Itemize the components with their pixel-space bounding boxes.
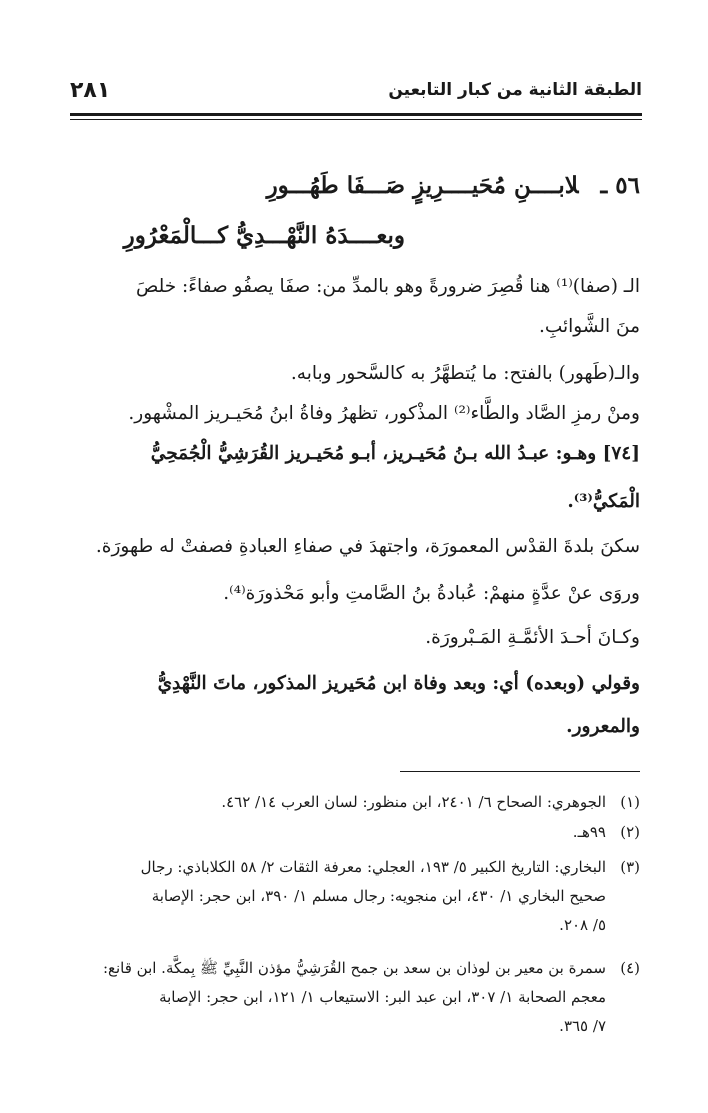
header-rule-thin	[70, 119, 642, 120]
header-rule	[70, 113, 642, 116]
footnote-4	[66, 954, 640, 1041]
verse-first-hemistich: لابــــنِ مُحَيــــرِيزٍ صَـــفَا طَهُـــورِ	[266, 172, 579, 199]
footnote-text: سمرة بن معير بن لوذان بن سعد بن جمح القُرَشِيُّ مؤذن النَّبِيِّ ﷺ بِمكَّة. ابن قانع:	[102, 959, 606, 977]
paragraph-3: ومنْ رمزِ الصَّاد والطَّاء⁽²⁾ المذْكور، تظهرُ وفاةُ ابنُ مُحَيـريز المشْهور.	[128, 403, 640, 424]
footnote-text: ٧/ ٣٦٥.	[559, 1017, 606, 1035]
page-header	[70, 78, 642, 108]
footnote-number: (٣)	[620, 858, 640, 876]
paragraph-8-line-2: والمعرور.	[566, 716, 640, 737]
footnote-text: صحيح البخاري ١/ ٤٣٠، ابن منجويه: رجال مسلم ١/ ٣٩٠، ابن حجر: الإصابة	[151, 887, 606, 905]
verse-line-1	[267, 172, 640, 199]
paragraph-6: وروَى عنْ عدَّةٍ منهمْ: عُبادةُ بنُ الصَّامتِ وأبو مَحْذورَة⁽⁴⁾.	[223, 583, 640, 604]
footnote-text: معجم الصحابة ١/ ٣٠٧، ابن عبد البر: الاستيعاب ١/ ١٢١، ابن حجر: الإصابة	[159, 988, 606, 1006]
footnote-text: ٥/ ٢٠٨.	[559, 916, 606, 934]
footnote-3	[66, 853, 640, 940]
paragraph-1-line-1: الـ (صفا)⁽¹⁾ هنا قُصِرَ ضرورةً وهو بالمدِّ من: صفَا يصفُو صفاءً: خلصَ	[135, 276, 640, 297]
page-number: ٢٨١	[70, 78, 111, 103]
footnote-1	[66, 788, 640, 817]
running-title: الطبقة الثانية من كبار التابعين	[388, 80, 642, 100]
paragraph-1-line-2: منَ الشَّوائبِ.	[538, 316, 640, 337]
footnote-2	[66, 818, 640, 847]
verse-number: ٥٦ ـ	[600, 172, 640, 199]
footnote-separator	[400, 771, 640, 772]
footnote-number: (٤)	[620, 959, 640, 977]
paragraph-7: وكـانَ أحـدَ الأئمَّـةِ المَـبْرورَة.	[425, 627, 640, 648]
footnote-number: (٢)	[620, 823, 640, 841]
footnote-text: البخاري: التاريخ الكبير ٥/ ١٩٣، العجلي: معرفة الثقات ٢/ ٥٨ الكلاباذي: رجال	[140, 858, 606, 876]
paragraph-2: والـ(طَهور) بالفتح: ما يُتطهَّرُ به كالسَّحور وبابه.	[290, 363, 640, 384]
footnote-text: ٩٩هـ.	[572, 823, 606, 841]
footnote-number: (١)	[620, 793, 640, 811]
paragraph-4-line-2: الْمَكيُّ⁽³⁾.	[567, 491, 640, 512]
verse-line-2: وبعــــدَهُ النَّهْـــدِيُّ كـــالْمَعْرُورِ	[123, 222, 405, 249]
paragraph-5: سكنَ بلدةَ القدْس المعمورَة، واجتهدَ في صفاءِ العبادةِ فصفتْ له طهورَة.	[95, 536, 640, 557]
paragraph-4-line-1: [٧٤] وهـو: عبـدُ الله بـنُ مُحَيـريز، أبـو مُحَيـريز القُرَشِيُّ الْجُمَحِيُّ	[150, 443, 640, 464]
paragraph-8-line-1: وقولي (وبعده) أي: وبعد وفاة ابن مُحَيريز المذكور، ماتَ النَّهْدِيُّ	[157, 673, 640, 694]
footnote-text: الجوهري: الصحاح ٦/ ٢٤٠١، ابن منظور: لسان العرب ١٤/ ٤٦٢.	[221, 793, 606, 811]
